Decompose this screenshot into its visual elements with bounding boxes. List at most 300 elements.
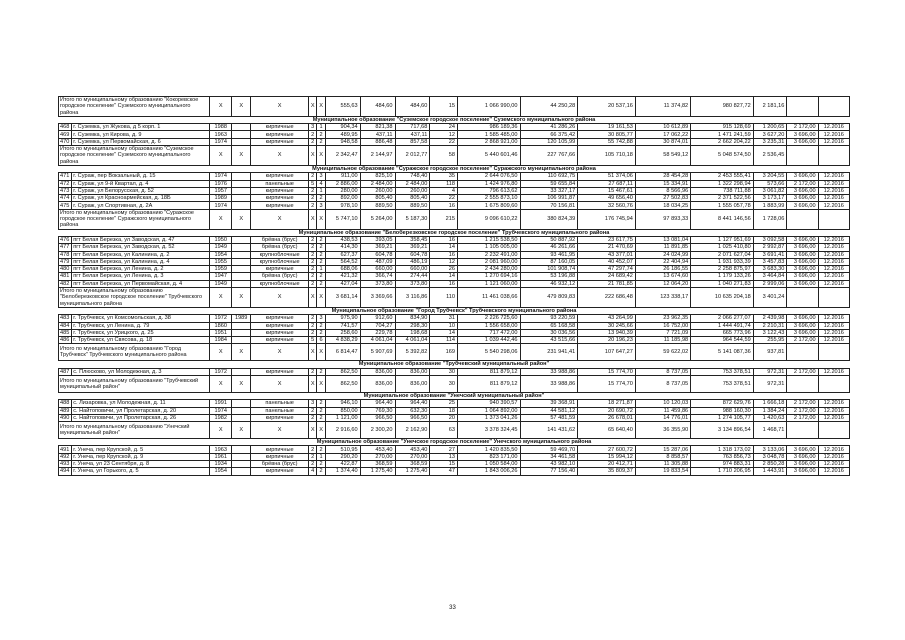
table-cell: 27 600,72 — [578, 446, 636, 453]
table-cell: 1949 — [210, 280, 232, 287]
table-cell: 15 467,61 — [578, 187, 636, 194]
table-cell: 1 443,91 — [753, 468, 787, 475]
table-cell: 21 470,69 — [578, 244, 636, 251]
table-cell: 2 484,00 — [395, 180, 430, 187]
table-cell: 12.2016 — [818, 315, 849, 322]
table-cell: 2 226 725,60 — [458, 315, 521, 322]
table-cell: 414,30 — [325, 244, 360, 251]
table-cell: 2 439,98 — [753, 315, 787, 322]
table-cell — [232, 368, 251, 375]
subtotal-cell: 20 537,16 — [578, 97, 636, 117]
subtotal-cell: X — [232, 146, 251, 166]
subtotal-cell: 5 187,30 — [395, 209, 430, 229]
address-cell: пгт Белая Березка, ул Калинина, д. 4 — [72, 258, 210, 265]
table-cell: 2 172,00 — [787, 124, 818, 131]
table-cell: 573,66 — [753, 180, 787, 187]
table-cell: 1991 — [210, 400, 232, 407]
subtotal-cell: 2 144,97 — [360, 146, 395, 166]
table-row — [59, 173, 850, 180]
table-cell: 4 061,04 — [395, 337, 430, 344]
table-cell: 3 — [317, 315, 325, 322]
subtotal-cell: 123 338,17 — [635, 288, 690, 308]
table-cell: кирпичные — [251, 124, 309, 131]
table-cell: 11 891,85 — [635, 244, 690, 251]
table-cell: 1 — [317, 187, 325, 194]
table-cell: 12.2016 — [818, 400, 849, 407]
table-cell: 4 838,29 — [325, 337, 360, 344]
address-cell: г. Суземка, ул Жукова, д 5 корп. 1 — [72, 124, 210, 131]
table-cell: 16 — [430, 251, 458, 258]
table-cell: 12.2016 — [818, 446, 849, 453]
table-cell: 2 555 873,10 — [458, 195, 521, 202]
table-cell: 2 886,00 — [325, 180, 360, 187]
subtotal-cell: 2 012,77 — [395, 146, 430, 166]
table-cell: панельные — [251, 407, 309, 414]
table-cell: 886,48 — [360, 138, 395, 145]
subtotal-cell: 980 827,72 — [691, 97, 754, 117]
table-cell: 270,00 — [360, 453, 395, 460]
table-cell: 889,50 — [395, 202, 430, 209]
table-cell: 1976 — [210, 180, 232, 187]
table-cell: 1 270 694,16 — [458, 273, 521, 280]
subtotal-cell: 11 461 038,66 — [458, 288, 521, 308]
table-cell: 358,45 — [395, 236, 430, 243]
table-cell: 30 874,01 — [635, 138, 690, 145]
subtotal-cell: 1 468,71 — [753, 422, 787, 439]
table-cell: 1961 — [210, 453, 232, 460]
table-cell: 1954 — [210, 468, 232, 475]
table-cell: 912,60 — [360, 315, 395, 322]
table-cell — [232, 468, 251, 475]
table-cell: 20 196,23 — [578, 337, 636, 344]
subtotal-cell — [818, 375, 849, 392]
subtotal-row — [59, 422, 850, 439]
subtotal-cell: 5 907,69 — [360, 344, 395, 361]
table-cell: 2 172,00 — [787, 180, 818, 187]
table-cell: 25 — [430, 400, 458, 407]
table-cell: 741,57 — [325, 322, 360, 329]
table-cell — [232, 251, 251, 258]
subtotal-cell: X — [232, 288, 251, 308]
table-cell — [232, 446, 251, 453]
subtotal-cell: 59 622,02 — [635, 344, 690, 361]
table-cell — [232, 400, 251, 407]
table-cell: 2 — [317, 273, 325, 280]
table-row — [59, 329, 850, 336]
table-cell: кирпичные — [251, 195, 309, 202]
row-number: 468 — [59, 124, 72, 131]
table-cell: 14 776,01 — [635, 414, 690, 421]
table-cell: 510,95 — [325, 446, 360, 453]
table-cell: 1950 — [210, 236, 232, 243]
table-cell: 44 581,12 — [520, 407, 578, 414]
table-row — [59, 322, 850, 329]
subtotal-cell: 231 941,41 — [520, 344, 578, 361]
table-cell: 12.2016 — [818, 461, 849, 468]
row-number: 473 — [59, 187, 72, 194]
subtotal-cell: 15 — [430, 97, 458, 117]
table-cell: 15 287,06 — [635, 446, 690, 453]
table-cell: 33 327,17 — [520, 187, 578, 194]
table-cell: 27 502,83 — [635, 195, 690, 202]
table-cell: 393,05 — [360, 236, 395, 243]
subtotal-cell: 215 — [430, 209, 458, 229]
table-cell: 110 692,75 — [520, 173, 578, 180]
subtotal-cell: 3 116,86 — [395, 288, 430, 308]
table-cell: 3 092,58 — [753, 236, 787, 243]
address-cell: с. Найтоповичи, ул Пролетарская, д. 26 — [72, 414, 210, 421]
table-cell: 12.2016 — [818, 187, 849, 194]
table-cell: 260,00 — [360, 187, 395, 194]
table-cell: кирпичные — [251, 414, 309, 421]
table-row — [59, 400, 850, 407]
table-cell: 2 — [308, 202, 316, 209]
table-cell: 4 — [317, 180, 325, 187]
table-cell: 373,80 — [360, 280, 395, 287]
subtotal-cell: 862,50 — [325, 375, 360, 392]
table-cell: 972,31 — [753, 368, 787, 375]
table-cell: 1 710 206,95 — [691, 468, 754, 475]
subtotal-cell — [787, 146, 818, 166]
table-cell: 14 — [430, 273, 458, 280]
table-cell: 16 — [430, 280, 458, 287]
table-cell: 2 232 491,00 — [458, 251, 521, 258]
table-cell: 10 — [430, 322, 458, 329]
table-cell: 665 773,96 — [691, 329, 754, 336]
table-cell: 373,80 — [395, 280, 430, 287]
table-cell: 2 — [308, 187, 316, 194]
table-cell: 1 121 060,00 — [458, 280, 521, 287]
table-cell: 1972 — [210, 315, 232, 322]
table-cell: 3 696,00 — [787, 131, 818, 138]
table-cell: 966,50 — [360, 414, 395, 421]
address-cell: г. Трубчевск, ул Ленина, д. 79 — [72, 322, 210, 329]
table-cell: 3 — [308, 124, 316, 131]
subtotal-cell: 6 814,47 — [325, 344, 360, 361]
row-number: 482 — [59, 280, 72, 287]
subtotal-label: Итого по муниципальному образованию "Суражское городское поселение" Суражского муниципального района — [59, 209, 210, 229]
row-number: 481 — [59, 273, 72, 280]
table-cell: 2 484,00 — [360, 180, 395, 187]
table-cell: 1957 — [210, 187, 232, 194]
table-cell: 51 374,06 — [578, 173, 636, 180]
table-cell: 3 — [317, 202, 325, 209]
subtotal-cell: 2 536,45 — [753, 146, 787, 166]
subtotal-cell: X — [251, 146, 309, 166]
table-cell: 3 — [317, 173, 325, 180]
table-cell: 49 656,40 — [578, 195, 636, 202]
table-cell: 1 275,40 — [395, 468, 430, 475]
table-row — [59, 468, 850, 475]
subtotal-row — [59, 97, 850, 117]
table-cell: 892,00 — [325, 195, 360, 202]
table-cell: 2 172,00 — [787, 414, 818, 421]
table-cell: 12.2016 — [818, 322, 849, 329]
table-cell: брёвна (брус) — [251, 273, 309, 280]
table-cell: 974 883,31 — [691, 461, 754, 468]
table-cell: 3 173,17 — [753, 195, 787, 202]
address-cell: г. Трубчевск, ул Свясова, д. 18 — [72, 337, 210, 344]
subtotal-cell: 3 681,14 — [325, 288, 360, 308]
row-number: 490 — [59, 414, 72, 421]
table-cell: 14 — [430, 329, 458, 336]
table-cell: кирпичные — [251, 202, 309, 209]
table-cell: 1860 — [210, 322, 232, 329]
table-cell: 738 711,88 — [691, 187, 754, 194]
table-cell: 12.2016 — [818, 329, 849, 336]
table-cell: 93 461,95 — [520, 251, 578, 258]
table-cell: 489,95 — [325, 131, 360, 138]
subtotal-cell: X — [232, 422, 251, 439]
table-cell: 14 — [430, 244, 458, 251]
address-cell: с. Плюсково, ул Молодежная, д. 3 — [72, 368, 210, 375]
subtotal-cell: 169 — [430, 344, 458, 361]
table-cell: 1984 — [210, 337, 232, 344]
table-cell: 24 689,42 — [578, 273, 636, 280]
table-cell: 3 696,00 — [787, 315, 818, 322]
table-row — [59, 461, 850, 468]
table-cell: 369,21 — [395, 244, 430, 251]
subtotal-cell: 107 647,27 — [578, 344, 636, 361]
table-cell: 834,90 — [395, 315, 430, 322]
table-cell: 368,59 — [395, 461, 430, 468]
table-cell: 2 081 960,00 — [458, 258, 521, 265]
table-cell: 198,68 — [395, 329, 430, 336]
table-cell: 2 — [308, 453, 316, 460]
table-cell: 437,11 — [360, 131, 395, 138]
table-cell: 13 — [430, 453, 458, 460]
table-cell: 4 — [308, 468, 316, 475]
table-cell: 825,10 — [360, 173, 395, 180]
table-cell: 1974 — [210, 202, 232, 209]
subtotal-cell: 1 728,06 — [753, 209, 787, 229]
table-cell: 857,58 — [395, 138, 430, 145]
table-cell: 8 858,57 — [635, 453, 690, 460]
table-cell: 3 696,00 — [787, 195, 818, 202]
table-cell: 12 — [430, 258, 458, 265]
table-cell: 3 696,00 — [787, 258, 818, 265]
subtotal-cell: X — [308, 422, 316, 439]
table-cell: 27 687,11 — [578, 180, 636, 187]
table-cell: 978,10 — [325, 202, 360, 209]
table-cell: 3 696,00 — [787, 273, 818, 280]
subtotal-cell: X — [308, 375, 316, 392]
subtotal-cell: 141 431,62 — [520, 422, 578, 439]
table-cell: 2 — [317, 461, 325, 468]
table-cell: 1 039 442,46 — [458, 337, 521, 344]
subtotal-cell — [818, 422, 849, 439]
subtotal-cell: X — [210, 97, 232, 117]
table-cell: брёвна (брус) — [251, 236, 309, 243]
table-cell: 15 334,91 — [635, 180, 690, 187]
table-cell: 604,78 — [360, 251, 395, 258]
table-cell: 16 — [430, 202, 458, 209]
table-cell: 24 — [430, 124, 458, 131]
table-cell: 3 696,00 — [787, 266, 818, 273]
subtotal-cell — [818, 344, 849, 361]
municipality-header: Муниципальное образование "Трубчевский муниципальный район" — [59, 361, 850, 368]
table-cell: 18 034,25 — [635, 202, 690, 209]
table-cell: 22 404,94 — [635, 258, 690, 265]
table-cell: 12.2016 — [818, 202, 849, 209]
table-cell: 1 050 584,00 — [458, 461, 521, 468]
subtotal-cell: 836,00 — [360, 375, 395, 392]
table-cell — [232, 244, 251, 251]
subtotal-cell: 555,63 — [325, 97, 360, 117]
table-cell: 1 — [317, 266, 325, 273]
table-cell: 3 061,82 — [753, 187, 787, 194]
table-cell: 769,30 — [360, 407, 395, 414]
table-row — [59, 180, 850, 187]
table-cell: 12.2016 — [818, 173, 849, 180]
table-cell: 2 210,31 — [753, 322, 787, 329]
subtotal-cell: 5 747,10 — [325, 209, 360, 229]
subtotal-cell: 58 — [430, 146, 458, 166]
table-cell: 1947 — [210, 273, 232, 280]
table-cell: 2 172,00 — [787, 407, 818, 414]
table-cell: 1 424 976,80 — [458, 180, 521, 187]
table-cell: 16 752,00 — [635, 322, 690, 329]
table-cell: 280,00 — [325, 187, 360, 194]
table-cell: 30 805,77 — [578, 131, 636, 138]
table-cell: 13 940,39 — [578, 329, 636, 336]
table-cell: 2 — [308, 251, 316, 258]
row-number: 479 — [59, 258, 72, 265]
subtotal-label: Итого по муниципальному образованию "Город Трубчевск" Трубчевского муниципального района — [59, 344, 210, 361]
table-cell: 2 — [317, 280, 325, 287]
table-row — [59, 266, 850, 273]
table-cell: 17 062,22 — [635, 131, 690, 138]
table-cell: 32 560,76 — [578, 202, 636, 209]
table-cell: 717 472,00 — [458, 329, 521, 336]
subtotal-cell — [787, 288, 818, 308]
table-cell: кирпичные — [251, 173, 309, 180]
table-cell: 2 — [317, 322, 325, 329]
municipality-header-row — [59, 307, 850, 314]
table-cell: 1974 — [210, 138, 232, 145]
subtotal-cell: 479 809,83 — [520, 288, 578, 308]
table-cell: 1 275,40 — [360, 468, 395, 475]
table-cell: 1 318 173,02 — [691, 446, 754, 453]
table-cell: 22 — [430, 195, 458, 202]
table-cell — [232, 131, 251, 138]
subtotal-cell: X — [232, 97, 251, 117]
table-cell — [232, 329, 251, 336]
table-cell — [232, 266, 251, 273]
subtotal-cell: X — [210, 288, 232, 308]
table-cell: 40 452,07 — [578, 258, 636, 265]
subtotal-cell: 3 369,66 — [360, 288, 395, 308]
address-cell: пгт Белая Березка, ул Ленина, д. 3 — [72, 273, 210, 280]
table-cell: 3 696,00 — [787, 138, 818, 145]
table-cell: 6 — [317, 337, 325, 344]
table-cell: 704,27 — [360, 322, 395, 329]
table-cell: 2 — [308, 407, 316, 414]
table-cell: 23 962,35 — [635, 315, 690, 322]
address-cell: г. Сураж, ул Спортивная, д. 2А — [72, 202, 210, 209]
table-row — [59, 453, 850, 460]
table-cell — [232, 453, 251, 460]
table-cell: 12.2016 — [818, 280, 849, 287]
table-cell: 2 066 277,07 — [691, 315, 754, 322]
table-cell: 2 371 522,56 — [691, 195, 754, 202]
table-cell: 2 — [308, 414, 316, 421]
subtotal-cell: 30 — [430, 375, 458, 392]
table-cell: 270,00 — [395, 453, 430, 460]
table-cell: 19 833,54 — [635, 468, 690, 475]
table-cell: 12.2016 — [818, 195, 849, 202]
table-cell: 975,90 — [325, 315, 360, 322]
table-cell: 1934 — [210, 461, 232, 468]
subtotal-cell: X — [251, 375, 309, 392]
table-cell: 1951 — [210, 329, 232, 336]
table-cell: 114 — [430, 337, 458, 344]
subtotal-cell: 3 401,24 — [753, 288, 787, 308]
address-cell: г. Суземка, ул Первомайская, д. 6 — [72, 138, 210, 145]
table-row — [59, 368, 850, 375]
municipality-header: Муниципальное образование "Унечский муниципальный район" — [59, 392, 850, 399]
table-cell: 12.2016 — [818, 251, 849, 258]
table-cell: 3 696,00 — [787, 251, 818, 258]
row-number: 487 — [59, 368, 72, 375]
subtotal-cell: X — [308, 344, 316, 361]
table-cell: 229,78 — [360, 329, 395, 336]
table-cell: 3 696,00 — [787, 244, 818, 251]
table-cell: 2 — [317, 407, 325, 414]
subtotal-cell: X — [251, 422, 309, 439]
subtotal-cell: 222 686,48 — [578, 288, 636, 308]
table-cell: 2 — [317, 236, 325, 243]
row-number: 471 — [59, 173, 72, 180]
table-cell: панельные — [251, 400, 309, 407]
housing-registry-table — [58, 96, 850, 476]
row-number: 484 — [59, 322, 72, 329]
table-cell: кирпичные — [251, 322, 309, 329]
table-cell: 26 678,01 — [578, 414, 636, 421]
subtotal-cell: X — [317, 146, 325, 166]
table-cell — [232, 258, 251, 265]
subtotal-cell: X — [251, 288, 309, 308]
subtotal-cell: 65 640,40 — [578, 422, 636, 439]
subtotal-cell — [787, 344, 818, 361]
subtotal-cell: 9 096 610,22 — [458, 209, 521, 229]
table-cell: 2 071 627,04 — [691, 251, 754, 258]
table-row — [59, 187, 850, 194]
table-cell: 298,30 — [395, 322, 430, 329]
table-cell: 39 368,91 — [520, 400, 578, 407]
table-cell: 2 434 280,00 — [458, 266, 521, 273]
table-row — [59, 407, 850, 414]
table-cell: 2 — [308, 280, 316, 287]
table-cell: 2 172,00 — [787, 400, 818, 407]
subtotal-cell: X — [251, 209, 309, 229]
subtotal-cell: X — [308, 146, 316, 166]
row-number: 480 — [59, 266, 72, 273]
table-cell: 427,04 — [325, 280, 360, 287]
table-cell: 59 469,70 — [520, 446, 578, 453]
subtotal-cell: 5 392,82 — [395, 344, 430, 361]
table-cell — [232, 273, 251, 280]
table-cell: 1 444 491,74 — [691, 322, 754, 329]
table-cell: 55 742,88 — [578, 138, 636, 145]
table-cell: 8 737,05 — [635, 368, 690, 375]
table-cell: 1 883,99 — [753, 202, 787, 209]
subtotal-cell — [787, 97, 818, 117]
address-cell: г. Унеча, ул 23 Сентября, д. 8 — [72, 461, 210, 468]
table-cell: 717,68 — [395, 124, 430, 131]
table-cell: брёвна (брус) — [251, 461, 309, 468]
table-cell: 2 — [308, 173, 316, 180]
